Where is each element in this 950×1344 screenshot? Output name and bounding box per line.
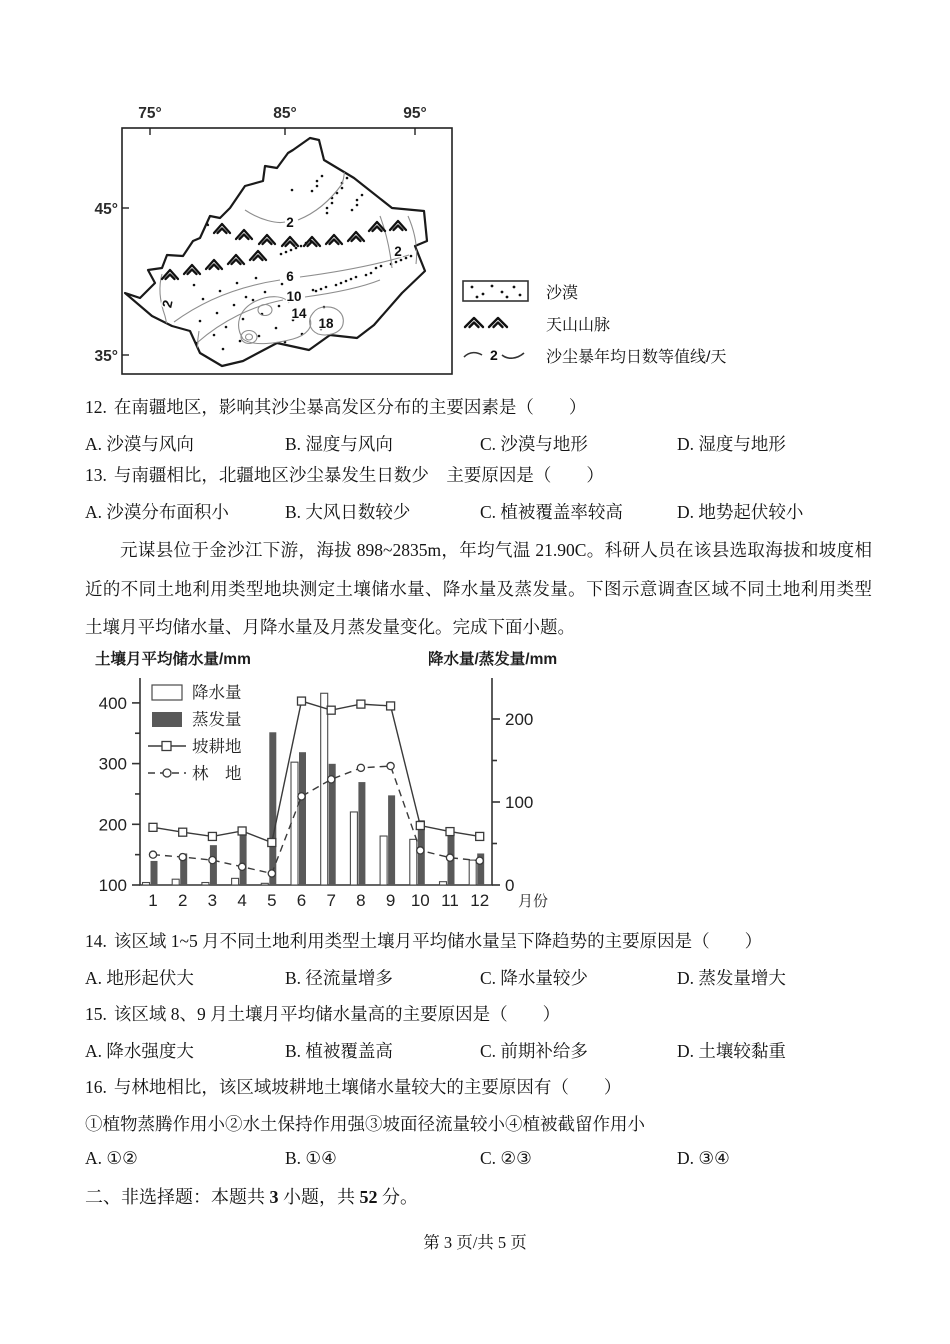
- svg-text:200: 200: [98, 815, 127, 835]
- option-13-c: C. 植被覆盖率较高: [480, 502, 623, 522]
- x-axis-title: 月份: [518, 893, 549, 910]
- svg-text:蒸发量: 蒸发量: [192, 711, 242, 729]
- option-12-c: C. 沙漠与地形: [480, 434, 588, 454]
- question-12-options: [85, 431, 900, 455]
- map-legend-desert: [462, 278, 578, 304]
- reading-passage: 元谋县位于金沙江下游，海拔 898~2835m，年均气温 21.90C。科研人员在该县选取海拔和坡度相近的不同土地利用类型地块测定土壤储水量、降水量及蒸发量。下图示意调查区域不同土地利用类型土壤月平均储水量、月降水量及月蒸发量变化。完成下面小题。: [85, 540, 872, 638]
- svg-text:300: 300: [98, 754, 127, 774]
- option-15-b: B. 植被覆盖高: [285, 1041, 393, 1061]
- option-16-b: B. ①④: [285, 1148, 337, 1168]
- option-13-d: D. 地势起伏较小: [677, 502, 804, 522]
- lon-label-75: 75°: [138, 105, 162, 122]
- map-legend-mountains-label: 天山山脉: [546, 316, 611, 334]
- question-13-options: [85, 499, 900, 523]
- map-legend-mountains: [462, 310, 610, 336]
- lon-label-85: 85°: [273, 105, 297, 122]
- isoline-value: 2: [394, 244, 402, 259]
- option-14-a: A. 地形起伏大: [85, 968, 194, 988]
- map-legend-isoline: [462, 342, 726, 368]
- svg-text:3: 3: [207, 891, 218, 910]
- isoline-icon: [462, 345, 534, 365]
- svg-text:11: 11: [441, 891, 459, 910]
- lat-label-45: 45°: [94, 201, 118, 218]
- page-number: 第 3 页/共 5 页: [423, 1233, 527, 1252]
- lat-label-35: 35°: [94, 348, 118, 365]
- svg-text:10: 10: [410, 891, 430, 910]
- question-14-options: [85, 965, 900, 989]
- svg-text:坡耕地: 坡耕地: [192, 738, 242, 756]
- chart-legend: [148, 683, 242, 783]
- right-axis-title: 降水量/蒸发量/mm: [428, 651, 558, 668]
- desert-swatch-icon: [462, 280, 534, 303]
- question-14-stem: 14. 该区域 1~5 月不同土地利用类型土壤月平均储水量呈下降趋势的主要原因是（ ）: [85, 931, 763, 951]
- xinjiang-dust-storm-map: [80, 96, 480, 390]
- option-13-a: A. 沙漠分布面积小: [85, 502, 229, 522]
- lon-label-95: 95°: [403, 105, 427, 122]
- svg-text:200: 200: [505, 710, 534, 729]
- question-15-options: [85, 1038, 900, 1062]
- map-legend-isoline-label: 沙尘暴年均日数等值线/天: [546, 348, 727, 366]
- svg-text:8: 8: [356, 891, 366, 910]
- map-legend-desert-label: 沙漠: [546, 284, 579, 302]
- region-outline: [125, 138, 427, 366]
- option-12-d: D. 湿度与地形: [677, 434, 786, 454]
- soil-water-chart: [88, 650, 573, 918]
- svg-text:2: 2: [177, 891, 188, 910]
- svg-text:400: 400: [98, 693, 127, 713]
- option-16-c: C. ②③: [480, 1148, 532, 1168]
- option-12-b: B. 湿度与风向: [285, 434, 393, 454]
- question-12-stem: 12. 在南疆地区，影响其沙尘暴高发区分布的主要因素是（ ）: [85, 397, 587, 417]
- left-axis-title: 土壤月平均储水量/mm: [95, 651, 251, 668]
- question-13-stem: 13. 与南疆相比，北疆地区沙尘暴发生日数少 主要原因是（ ）: [85, 465, 604, 485]
- svg-text:2: 2: [490, 347, 498, 363]
- option-15-c: C. 前期补给多: [480, 1041, 588, 1061]
- isoline-value: 18: [318, 316, 334, 331]
- option-16-a: A. ①②: [85, 1148, 138, 1168]
- option-14-c: C. 降水量较少: [480, 968, 588, 988]
- isoline-value: 14: [291, 306, 307, 321]
- svg-text:4: 4: [237, 891, 247, 910]
- isoline-value: 2: [286, 215, 294, 230]
- svg-text:100: 100: [505, 793, 534, 812]
- isoline-value: 10: [286, 289, 302, 304]
- option-14-d: D. 蒸发量增大: [677, 968, 786, 988]
- svg-text:12: 12: [470, 891, 490, 910]
- isoline-value: 2: [159, 298, 176, 310]
- svg-text:9: 9: [385, 891, 396, 910]
- option-15-a: A. 降水强度大: [85, 1041, 194, 1061]
- option-16-d: D. ③④: [677, 1148, 730, 1168]
- option-12-a: A. 沙漠与风向: [85, 434, 194, 454]
- svg-text:0: 0: [505, 876, 515, 895]
- svg-text:林 地: 林 地: [192, 765, 242, 783]
- question-15-stem: 15. 该区域 8、9 月土壤月平均储水量高的主要原因是（ ）: [85, 1004, 561, 1024]
- option-13-b: B. 大风日数较少: [285, 502, 411, 522]
- question-16-items: ①植物蒸腾作用小②水土保持作用强③坡面径流量较小④植被截留作用小: [85, 1114, 645, 1134]
- question-16-stem: 16. 与林地相比，该区域坡耕地土壤储水量较大的主要原因有（ ）: [85, 1077, 622, 1097]
- option-15-d: D. 土壤较黏重: [677, 1041, 786, 1061]
- svg-text:100: 100: [98, 876, 127, 895]
- isoline-value: 6: [286, 269, 294, 284]
- svg-text:6: 6: [296, 891, 307, 910]
- svg-text:1: 1: [148, 891, 158, 910]
- svg-text:7: 7: [326, 891, 336, 910]
- question-16-options: [85, 1148, 900, 1172]
- option-14-b: B. 径流量增多: [285, 968, 393, 988]
- svg-text:5: 5: [267, 891, 277, 910]
- svg-text:降水量: 降水量: [192, 684, 242, 702]
- mountain-icon: [462, 314, 534, 332]
- section-header: 二、非选择题：本题共 3 小题，共 52 分。: [85, 1187, 418, 1207]
